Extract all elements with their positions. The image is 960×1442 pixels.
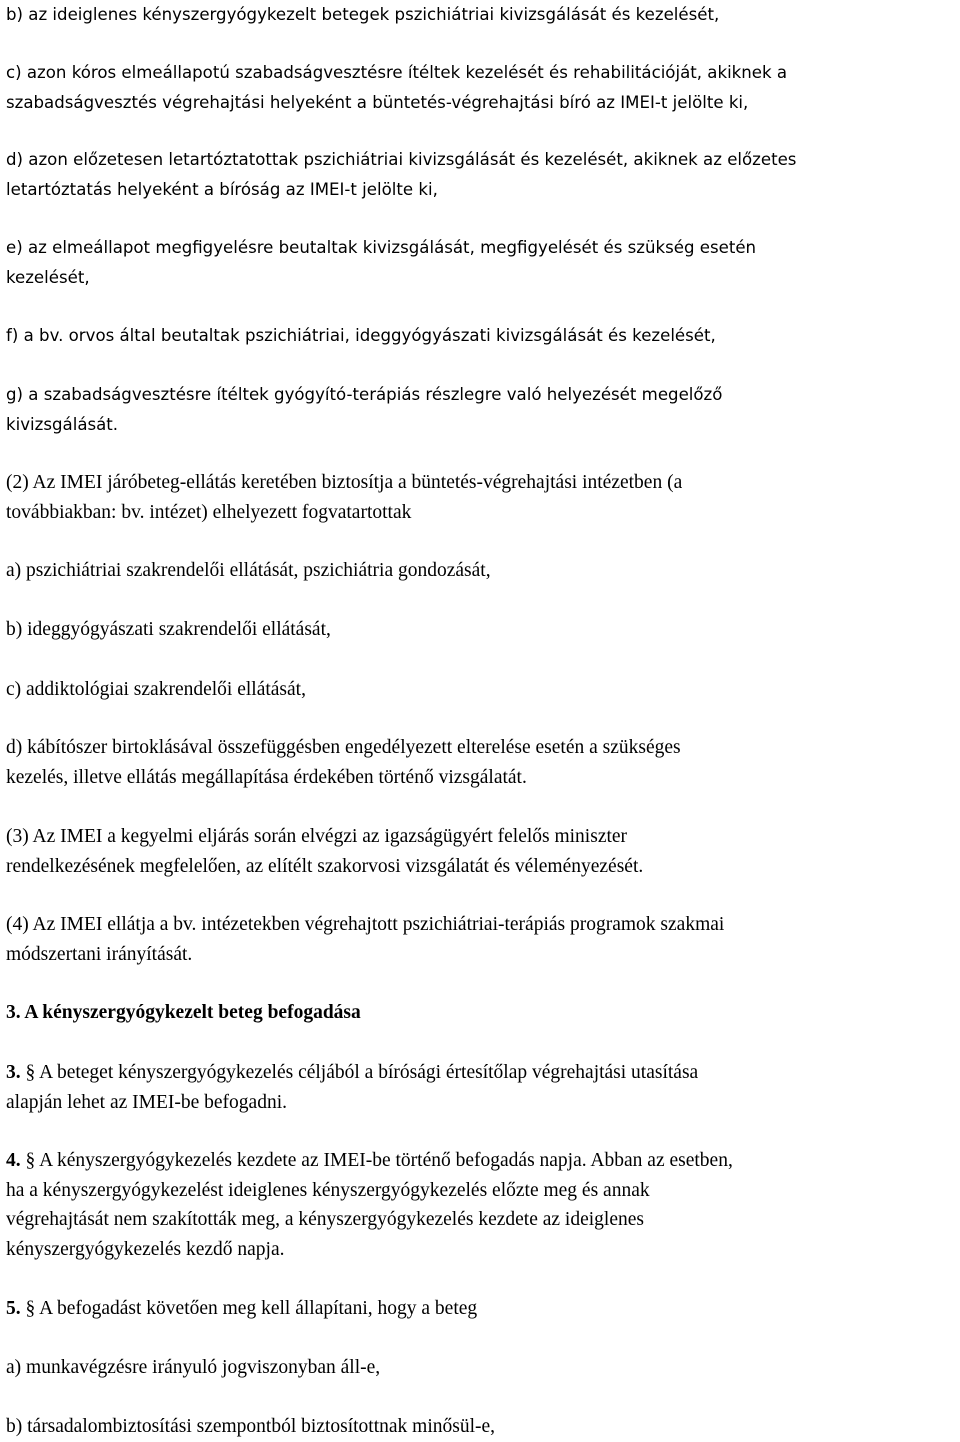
section-sign: § [25, 1062, 36, 1083]
item-d: d) azon előzetesen letartóztatottak pszichiátriai kivizsgálását és kezelését, akiknek az előzetes letartóztatás helyeként a bíróság az IMEI-t jelölte ki, [6, 150, 797, 199]
section-sign: § [25, 1150, 36, 1171]
item-g: g) a szabadságvesztésre ítéltek gyógyító-terápiás részlegre való helyezését megelőző kivizsgálását. [6, 385, 723, 434]
item-c: c) azon kóros elmeállapotú szabadságvesztésre ítéltek kezelését és rehabilitációját, akiknek a szabadságvesztés végrehajtási helyeként a büntetés-végrehajtási bíró az IMEI-t jelölte ki, [6, 63, 788, 112]
paragraph-5: 5. § A befogadást követően meg kell állapítani, hogy a beteg [6, 1298, 478, 1319]
section-2-item-c: c) addiktológiai szakrendelői ellátását, [6, 679, 306, 700]
paragraph-number: 5. [6, 1298, 21, 1319]
paragraph-number: 3. [6, 1062, 21, 1083]
item-e: e) az elmeállapot megfigyelésre beutaltak kivizsgálását, megfigyelését és szükség esetén kezelését, [6, 238, 757, 287]
section-sign: § [25, 1298, 36, 1319]
paragraph-3: 3. § A beteget kényszergyógykezelés céljából a bírósági értesítőlap végrehajtási utasítása alapján lehet az IMEI-be befogadni. [6, 1062, 699, 1113]
section-4: (4) Az IMEI ellátja a bv. intézetekben végrehajtott pszichiátriai-terápiás programok szakmai módszertani irányítását. [6, 914, 725, 965]
paragraph-5-item-a: a) munkavégzésre irányuló jogviszonyban áll-e, [6, 1357, 381, 1378]
chapter-heading: 3. A kényszergyógykezelt beteg befogadása [6, 1002, 361, 1023]
section-2-item-a: a) pszichiátriai szakrendelői ellátását, pszichiátria gondozását, [6, 560, 491, 581]
item-b: b) az ideiglenes kényszergyógykezelt betegek pszichiátriai kivizsgálását és kezelését, [6, 5, 720, 24]
item-f: f) a bv. orvos által beutaltak pszichiátriai, ideggyógyászati kivizsgálását és kezelését, [6, 326, 716, 345]
paragraph-4: 4. § A kényszergyógykezelés kezdete az IMEI-be történő befogadás napja. Abban az esetben, ha a kényszergyógykezelést ideiglenes kényszergyógykezelés előzte meg és annak végrehajtását nem szakították meg, a kényszergyógykezelés kezdete az ideiglenes kényszergyógykezelés kezdő napja. [6, 1150, 733, 1260]
section-2-item-d: d) kábítószer birtoklásával összefüggésben engedélyezett elterelése esetén a szükséges kezelés, illetve ellátás megállapítása érdekében történő vizsgálatát. [6, 737, 681, 788]
section-3: (3) Az IMEI a kegyelmi eljárás során elvégzi az igazságügyért felelős miniszter rendelkezésének megfelelően, az elítélt szakorvosi vizsgálatát és véleményezését. [6, 826, 644, 877]
section-2-item-b: b) ideggyógyászati szakrendelői ellátását, [6, 619, 331, 640]
paragraph-5-item-b: b) társadalombiztosítási szempontból biztosítottnak minősül-e, [6, 1416, 496, 1437]
paragraph-number: 4. [6, 1150, 21, 1171]
section-2-intro: (2) Az IMEI járóbeteg-ellátás keretében biztosítja a büntetés-végrehajtási intézetben (a továbbiakban: bv. intézet) elhelyezett fogvatartottak [6, 472, 683, 523]
